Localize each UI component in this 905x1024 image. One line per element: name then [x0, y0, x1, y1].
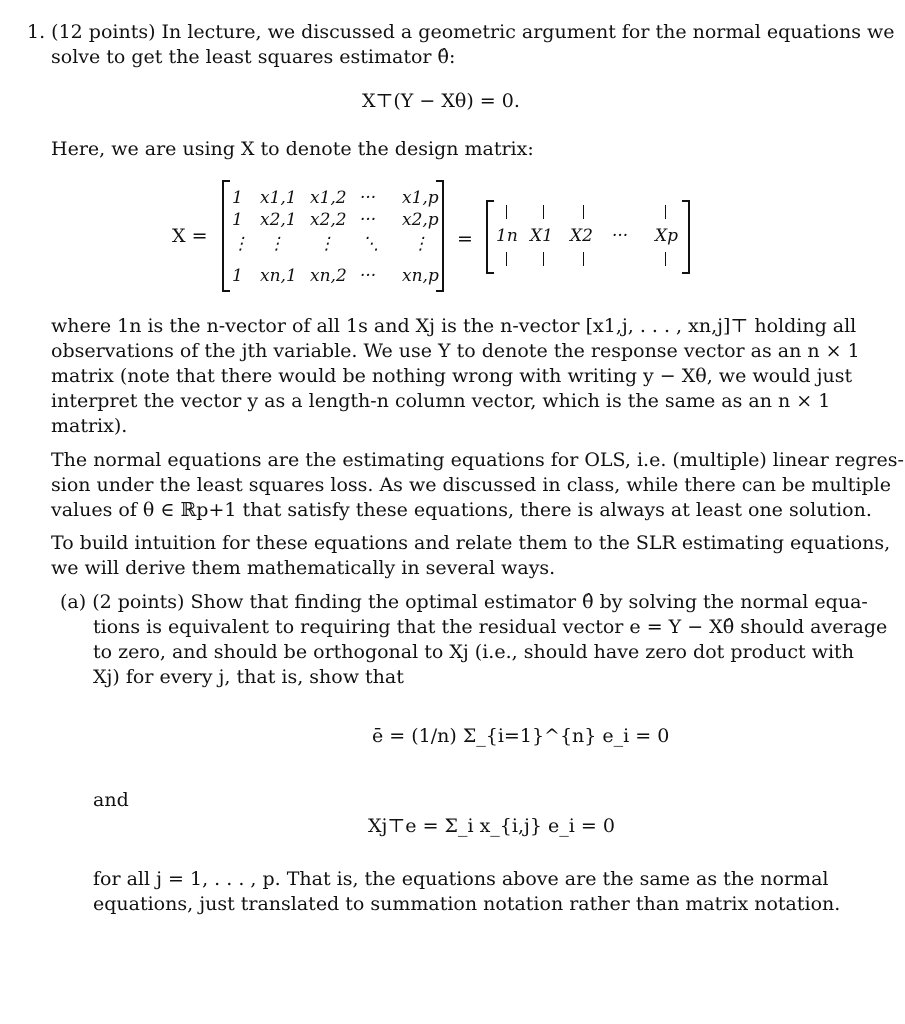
problem-line-1: 1. (12 points) In lecture, we discussed a geometric argument for the normal equations we [27, 21, 895, 43]
matrix-cell: x1,p [402, 188, 439, 208]
part-a-line: Xj) for every j, that is, show that [93, 666, 404, 688]
matrix-cell: x1,2 [310, 188, 347, 208]
matrix-cell: ⋱ [362, 234, 379, 254]
col-label: X1 [530, 226, 553, 246]
para1-line: matrix (note that there would be nothing wrong with writing y − Xθ, we would just [51, 365, 853, 387]
matrix-cell: 1 [232, 266, 243, 286]
matrix-cell: x1,1 [260, 188, 297, 208]
col-label: ··· [612, 226, 629, 246]
para4-line: for all j = 1, . . . , p. That is, the equations above are the same as the normal [93, 868, 829, 890]
matrix-lhs: X = [172, 225, 208, 247]
col-bar [506, 205, 507, 219]
col-bar [583, 252, 584, 266]
col-label: 1n [496, 226, 518, 246]
col-right-bracket [682, 200, 690, 274]
normal-equation: X⊤(Y − Xθ) = 0. [362, 90, 520, 112]
para1-line: observations of the jth variable. We use Y to denote the response vector as an n × 1 [51, 340, 860, 362]
para3-line: To build intuition for these equations and relate them to the SLR estimating equations, [51, 532, 891, 554]
para2-line: The normal equations are the estimating equations for OLS, i.e. (multiple) linear regres- [51, 449, 904, 471]
col-bar [583, 205, 584, 219]
col-bar [506, 252, 507, 266]
mean-equation: ē = (1/n) Σ_{i=1}^{n} e_i = 0 [372, 725, 670, 747]
col-bar [543, 252, 544, 266]
matrix-cell: x2,2 [310, 210, 347, 230]
para1-line: matrix). [51, 415, 128, 437]
matrix-equals: = [457, 228, 473, 250]
matrix-cell: ··· [360, 188, 377, 208]
para1-line: where 1n is the n-vector of all 1s and Xj is the n-vector [x1,j, . . . , xn,j]⊤ holding all [51, 315, 857, 337]
para2-line: values of θ ∈ ℝp+1 that satisfy these equations, there is always at least one solution. [51, 499, 872, 521]
part-a-line: (a) (2 points) Show that finding the optimal estimator θ̂ by solving the normal equa- [60, 591, 868, 613]
col-label: Xp [655, 226, 678, 246]
matrix-cell: x2,p [402, 210, 439, 230]
design-intro: Here, we are using X to denote the design matrix: [51, 138, 534, 160]
col-bar [665, 252, 666, 266]
matrix-cell: ··· [360, 266, 377, 286]
matrix-cell: ⋮ [232, 234, 249, 254]
col-label: X2 [570, 226, 593, 246]
orth-equation: Xj⊤e = Σ_i x_{i,j} e_i = 0 [368, 815, 615, 837]
matrix-cell: 1 [232, 210, 243, 230]
matrix-cell: xn,1 [260, 266, 297, 286]
col-bar [543, 205, 544, 219]
matrix-cell: xn,2 [310, 266, 347, 286]
matrix-cell: x2,1 [260, 210, 297, 230]
problem-line-2: solve to get the least squares estimator θ̂: [51, 46, 456, 68]
left-bracket [222, 180, 230, 292]
matrix-cell: 1 [232, 188, 243, 208]
para2-line: sion under the least squares loss. As we discussed in class, while there can be multiple [51, 474, 891, 496]
part-a-line: to zero, and should be orthogonal to Xj (i.e., should have zero dot product with [93, 641, 854, 663]
col-bar [665, 205, 666, 219]
matrix-cell: ⋮ [268, 234, 285, 254]
matrix-cell: xn,p [402, 266, 439, 286]
para1-line: interpret the vector y as a length-n column vector, which is the same as an n × 1 [51, 390, 831, 412]
matrix-cell: ··· [360, 210, 377, 230]
matrix-cell: ⋮ [318, 234, 335, 254]
col-left-bracket [486, 200, 494, 274]
para3-line: we will derive them mathematically in several ways. [51, 557, 556, 579]
and-label: and [93, 789, 129, 811]
part-a-line: tions is equivalent to requiring that the residual vector e = Y − Xθ̂ should average [93, 616, 888, 638]
matrix-cell: ⋮ [412, 234, 429, 254]
para4-line: equations, just translated to summation notation rather than matrix notation. [93, 893, 841, 915]
